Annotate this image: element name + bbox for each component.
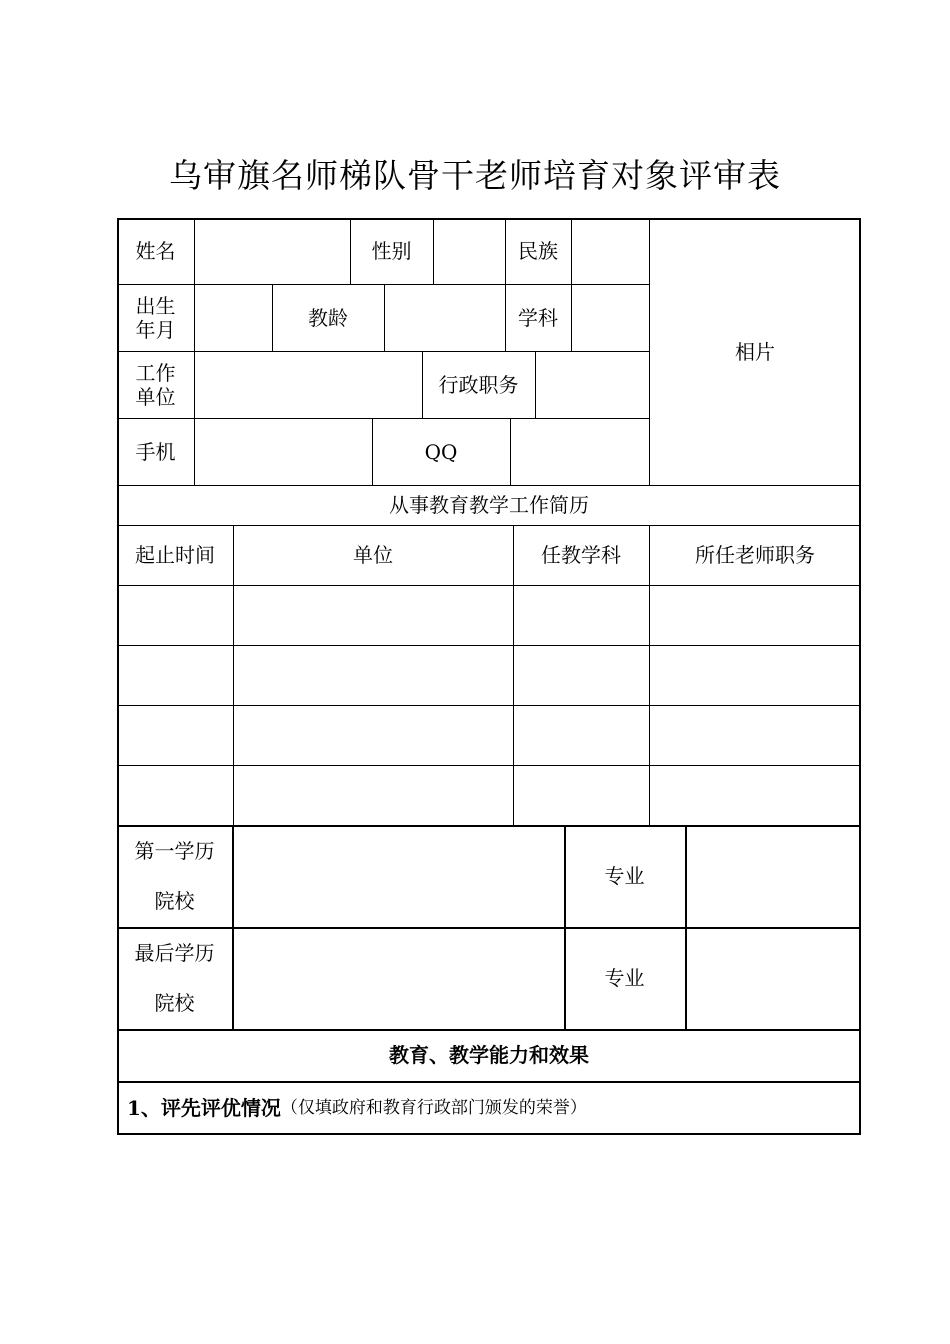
resume-cell-post[interactable] [649, 765, 861, 825]
last-major-label: 专业 [604, 966, 645, 990]
name-field[interactable] [195, 219, 349, 283]
evaluation-form [117, 218, 861, 1135]
awards-row [117, 1081, 861, 1135]
ability-section-title: 教育、教学能力和效果 [389, 1043, 589, 1067]
workplace-field[interactable] [195, 352, 421, 417]
resume-cell-unit[interactable] [233, 585, 513, 645]
gender-label: 性别 [371, 239, 412, 263]
teaching-years-label: 教龄 [308, 305, 348, 330]
awards-note: （仅填政府和教育行政部门颁发的荣誉） [280, 1098, 587, 1118]
resume-cell-period[interactable] [117, 765, 233, 825]
gender-field[interactable] [434, 219, 504, 283]
first-major-label: 专业 [604, 864, 645, 888]
resume-col-post: 所任老师职务 [695, 543, 815, 567]
resume-col-period: 起止时间 [135, 543, 215, 567]
resume-cell-subject[interactable] [513, 585, 649, 645]
resume-cell-post[interactable] [649, 645, 861, 705]
resume-cell-period[interactable] [117, 705, 233, 765]
name-label: 姓名 [135, 239, 176, 263]
qq-field[interactable] [511, 419, 648, 484]
subject-label: 学科 [518, 305, 558, 330]
workplace-label: 工作 单位 [135, 360, 176, 409]
resume-col-subject: 任教学科 [541, 543, 621, 567]
page-title: 乌审旗名师梯队骨干老师培育对象评审表 [169, 156, 781, 195]
birth-label: 出生 年月 [135, 293, 176, 342]
resume-cell-period[interactable] [117, 585, 233, 645]
resume-col-unit: 单位 [353, 543, 393, 567]
teaching-years-field[interactable] [385, 285, 504, 350]
admin-post-label: 行政职务 [438, 372, 519, 397]
resume-cell-post[interactable] [649, 585, 861, 645]
ethnicity-label: 民族 [518, 239, 558, 263]
resume-cell-period[interactable] [117, 645, 233, 705]
phone-label: 手机 [135, 439, 176, 464]
resume-cell-unit[interactable] [233, 705, 513, 765]
first-degree-school-field[interactable] [234, 827, 563, 926]
resume-cell-unit[interactable] [233, 765, 513, 825]
last-degree-school-field[interactable] [234, 929, 563, 1028]
resume-section-title: 从事教育教学工作简历 [389, 493, 589, 517]
resume-cell-subject[interactable] [513, 765, 649, 825]
resume-cell-unit[interactable] [233, 645, 513, 705]
qq-label: QQ [424, 439, 458, 464]
resume-cell-subject[interactable] [513, 705, 649, 765]
ethnicity-field[interactable] [572, 219, 648, 283]
resume-cell-subject[interactable] [513, 645, 649, 705]
first-major-field[interactable] [687, 827, 859, 926]
first-degree-label: 第一学历 院校 [134, 839, 215, 913]
admin-post-field[interactable] [536, 352, 648, 417]
last-major-field[interactable] [687, 929, 859, 1028]
photo-box: 相片 [735, 339, 775, 364]
subject-field[interactable] [572, 285, 648, 350]
resume-cell-post[interactable] [649, 705, 861, 765]
last-degree-label: 最后学历 院校 [134, 941, 215, 1015]
phone-field[interactable] [195, 419, 371, 484]
awards-label: 1、评先评优情况 [127, 1096, 281, 1120]
birth-field[interactable] [195, 285, 271, 350]
